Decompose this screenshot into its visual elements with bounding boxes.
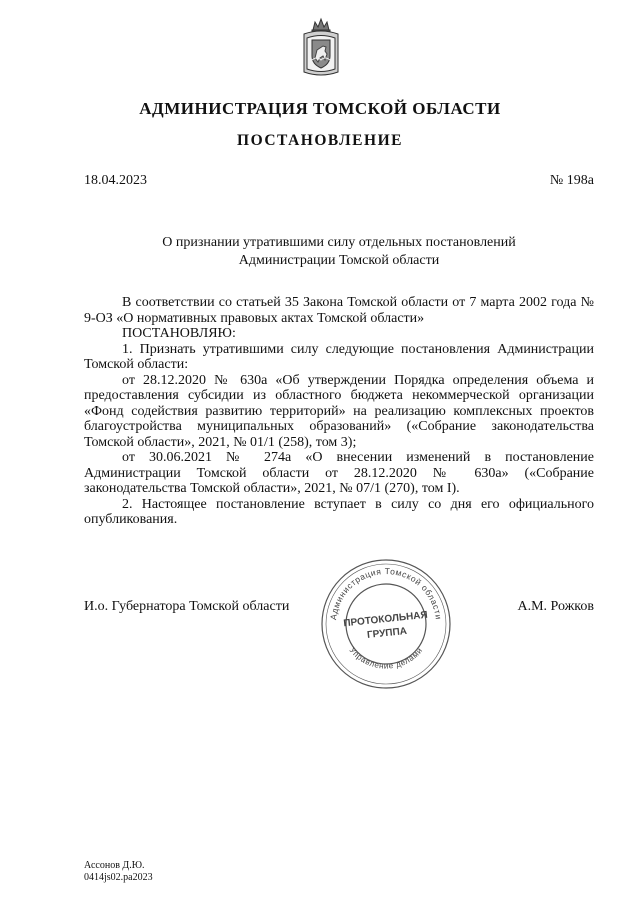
stamp-center-line-2: ГРУППА — [366, 625, 408, 642]
body-paragraph-act-630a: от 28.12.2020 № 630а «Об утверждении Порядка определения объема и предоставления субсидии из областного бюджета некоммерческой организации «Фонд содействия развитию территорий» на реализацию комплексных проектов благоустройства муниципальных образований» («Собрание законодательства Томской области», 2021, № 01/1 (258), том 3); — [84, 372, 594, 450]
document-body — [84, 295, 594, 528]
document-type: ПОСТАНОВЛЕНИЕ — [237, 132, 403, 149]
document-date: 18.04.2023 — [84, 173, 147, 188]
subject-line-1: О признании утратившими силу отдельных постановлений — [162, 235, 516, 250]
official-stamp-icon — [318, 556, 454, 692]
stamp-center-line-1: ПРОТОКОЛЬНАЯ — [342, 609, 429, 630]
document-subject — [84, 234, 594, 270]
body-paragraph-act-274a: от 30.06.2021 № 274а «О внесении изменений в постановление Администрации Томской области от 28.12.2020 № 630а» («Собрание законодательства Томской области», 2021, № 07/1 (270), том I). — [84, 450, 594, 496]
stamp-ring-text-bottom: Управление делами — [347, 645, 425, 671]
body-paragraph-resolve: ПОСТАНОВЛЯЮ: — [122, 326, 236, 341]
signatory-title: И.о. Губернатора Томской области — [84, 599, 290, 614]
subject-line-2: Администрации Томской области — [238, 253, 440, 268]
document-number: № 198а — [549, 173, 594, 188]
body-paragraph-item-1: 1. Признать утратившими силу следующие постановления Администрации Томской области: — [84, 341, 594, 372]
body-paragraph-basis: В соответствии со статьей 35 Закона Томской области от 7 марта 2002 года № 9-ОЗ «О нормативных правовых актах Томской области» — [84, 295, 594, 326]
svg-text:Управление делами — [348, 646, 425, 671]
signatory-name: А.М. Рожков — [517, 599, 594, 614]
body-paragraph-item-2: 2. Настоящее постановление вступает в силу со дня его официального опубликования. — [84, 496, 594, 527]
document-footer — [84, 860, 153, 884]
footer-author: Ассонов Д.Ю. — [84, 860, 145, 871]
stamp-ring-text: Администрация Томской области — [328, 565, 444, 621]
footer-code: 0414js02.pa2023 — [84, 872, 153, 883]
coat-of-arms-icon — [301, 16, 341, 78]
organization-name: АДМИНИСТРАЦИЯ ТОМСКОЙ ОБЛАСТИ — [139, 99, 501, 118]
